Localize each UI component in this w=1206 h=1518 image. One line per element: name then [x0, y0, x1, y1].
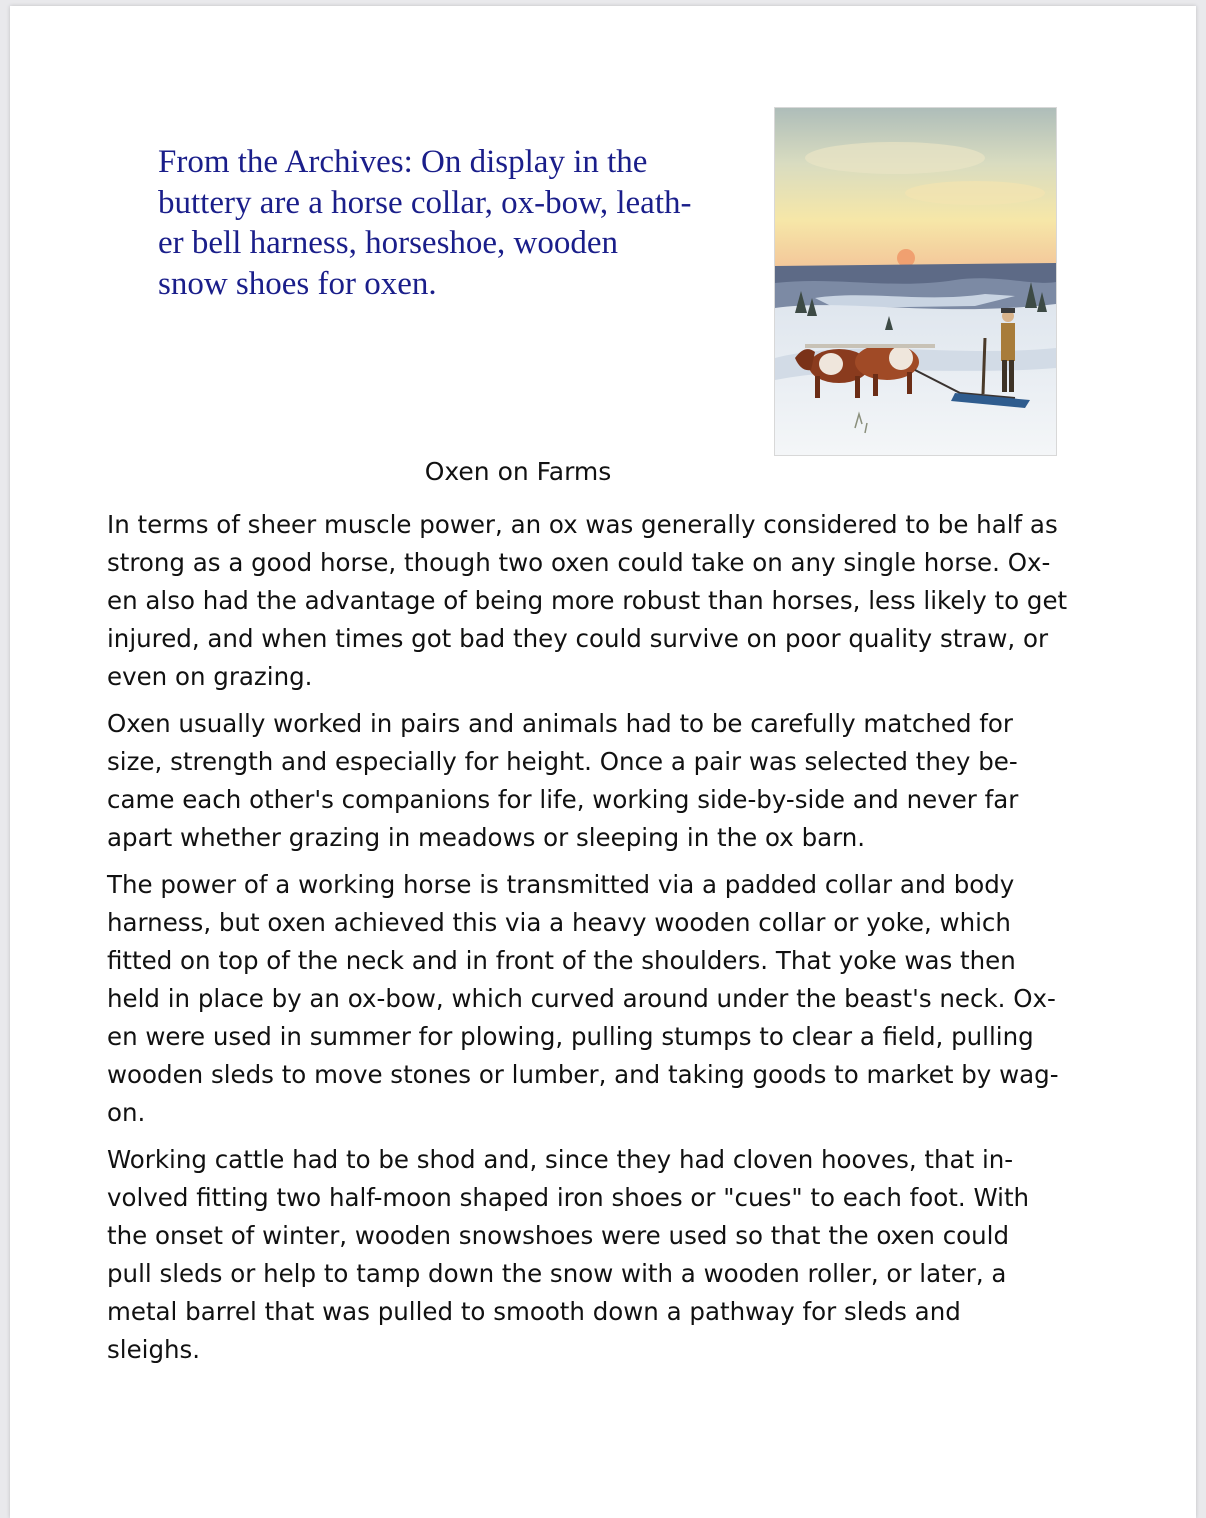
paragraph: In terms of sheer muscle power, an ox was generally considered to be half as strong as a good horse, though two oxen could take on any single horse. Ox- en also had the advantage of being more robust than horses, less likely to get injured, and when times got bad they could survive on poor quality straw, or even on grazing.: [107, 510, 1068, 691]
oxen-winter-painting: [774, 107, 1057, 456]
figure-caption: Oxen on Farms: [424, 457, 612, 486]
paragraph: Working cattle had to be shod and, since they had cloven hooves, that in- volved fitting two half-moon shaped iron shoes or "cues" to each foot. With the onset of winter, wooden snowshoes were used so that the oxen could pull sleds or help to tamp down the snow with a wooden roller, or later, a metal barrel that was pulled to smooth down a pathway for sleds and sleighs.: [107, 1145, 1030, 1364]
document-page: [10, 6, 1196, 1518]
paragraph: Oxen usually worked in pairs and animals had to be carefully matched for size, strength and especially for height. Once a pair was selected they be- came each other's companions for life, working side-by-side and never far apart whether grazing in meadows or sleeping in the ox barn.: [107, 709, 1019, 852]
paragraph: The power of a working horse is transmitted via a padded collar and body harness, but oxen achieved this via a heavy wooden collar or yoke, which fitted on top of the neck and in front of the shoulders. That yoke was then held in place by an ox-bow, which curved around under the beast's neck. Ox- en were used in summer for plowing, pulling stumps to clear a field, pulling wooden sleds to move stones or lumber, and taking goods to market by wag- on.: [107, 870, 1059, 1127]
setting-sun: [897, 249, 915, 267]
article-body: [107, 506, 1107, 1378]
archives-note: From the Archives: On display in the buttery are a horse collar, ox-bow, leath- er bell harness, horseshoe, wooden snow shoes for oxen.: [158, 144, 692, 302]
